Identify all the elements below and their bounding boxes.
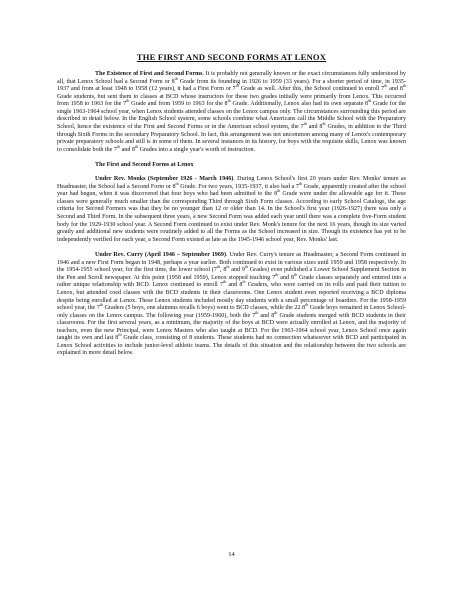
page-title: THE FIRST AND SECOND FORMS AT LENOX bbox=[136, 52, 327, 62]
paragraph-curry: Under Rev. Curry (April 1946 – September 1969). Under Rev. Curry's tenure as Headmaster, a Second Form continued in 1946 and a new First Form began in 1948, perhaps a year earlier. Both continued to exist in various sizes until 1959 and 1958 respectively. In the 1954-1955 school year, for the first time, the lower school (7th, 8th and 9th Grades) even published a Lower School Supplement Section in the Pen and Scroll newspaper. At this point (1958 and 1959), Lenox stopped teaching 7th and 8th Grade classes separately and entered into a rather unique relationship with BCD. Lenox continued to enroll 7th and 8th Graders, who were carried on its rolls and paid their tuition to Lenox, but attended coed classes with the BCD students in their classrooms. One Lenox student even reported receiving a BCD diploma despite being enrolled at Lenox. These Lenox students included mostly day students with a small percentage of boarders. For the 1958-1959 school year, the 7th Graders (5 boys, one alumnus recalls 6 boys) went to BCD classes, while the 22 8th Grade boys remained in Lenox School-only classes on the Lenox campus. The following year (1959-1960), both the 7th and 8th Grade students merged with BCD students in their classrooms. For the first several years, as a minimum, the majority of the boys at BCD were actually enrolled at Lenox, and the majority of teachers, even the new Principal, were Lenox Masters who also taught at BCD. For the 1963-1964 school year, Lenox School once again taught its own and last 8th Grade class, consisting of 8 students. These students had no connection whatsoever with BCD and participated in Lenox School activities to include junior-level athletic teams. The details of this situation and the relationship between the two schools are explained in more detail below. bbox=[57, 252, 407, 357]
paragraph-lead: The Existence of First and Second Forms bbox=[95, 71, 203, 77]
paragraph-monks: Under Rev. Monks (September 1926 - March 1946). During Lenox School's first 20 years under Rev. Monks' tenure as Headmaster, the School had a Second Form or 8th Grade. For two years, 1935-1937, it also had a 7th Grade, apparently created after the school year had begun, when it was discovered that four boys who had been admitted to the 8th Grade were under the allowable age for it. These classes were generally much smaller than the corresponding Third through Sixth Form classes. According to early School Catalogs, the age criteria for Second Formers was that they be no younger than 12 or older than 14. In the School's first year (1926-1927) there was only a Second and Third Form. In the subsequent three years, a new Second Form was added each year until there was a complete five-Form student body for the 1929-1930 school year. A Second Form continued to exist under Rev. Monk's tenure for the next 16 years, though its size varied greatly and additional new students were routinely added to all the Forms as the School increased in size. Though its existence has yet to be independently verified for each year, a Second Form existed as late as the 1945-1946 school year, Rev. Monks' last. bbox=[57, 176, 407, 243]
paragraph-lead: Under Rev. Monks (September 1926 - March 1946) bbox=[95, 176, 234, 183]
page-number: 14 bbox=[228, 551, 235, 558]
paragraph-lead: Under Rev. Curry (April 1946 – September 1969) bbox=[95, 252, 226, 259]
section-heading: The First and Second Forms at Lenox bbox=[95, 162, 194, 169]
paragraph-existence: The Existence of First and Second Forms. It is probably not generally known or the exact circumstances fully understood by all, that Lenox School had a Second Form or 8th Grade from its founding in 1926 to 1959 (33 years). For a shorter period of time, in 1935-1937 and from at least 1948 to 1958 (12 years), it had a First Form or 7th Grade as well. After this, the School continued to enroll 7th and 8th Grade students, but sent them to classes at BCD whose instructors for these two grades initially were primarily from Lenox. This occurred from 1958 to 1963 for the 7th Grade and from 1959 to 1963 for the 8th Grade. Additionally, Lenox also had its own separate 8th Grade for the single 1963-1964 school year, when Lenox students attended classes on the Lenox campus only. The circumstances surrounding this period are described in detail below. In the English School system, some schools combine what Americans call the Middle School with the Preparatory School, hence the existence of the First and Second Forms or in the American school system, the 7th and 8th Grades, in addition to the Third through Sixth Forms in the secondary Preparatory School. In fact, this arrangement was not uncommon among many of Lenox's contemporary private preparatory schools and still is in some of them. In several instances in its history, for boys with the requisite skills, Lenox was known to consolidate both the 7th and 8th Grades into a single year's worth of instruction. bbox=[57, 71, 406, 153]
